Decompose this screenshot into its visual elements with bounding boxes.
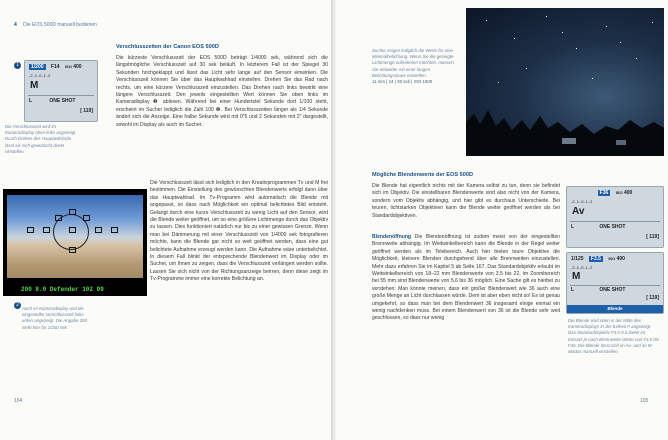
- star: [546, 16, 547, 17]
- page-number-right: 105: [640, 398, 649, 404]
- left-paragraph-1: Die kürzeste Verschlusszeit der EOS 500D beträgt 1/4000 sek, während sich die längstmögliche Verschlusszeit auf 30 sek beläuft. In letzterem Fall ist der Spiegel 30 Sekunden hochgeklappt und lässt das Licht sehr lange auf den Sensor einwirken. Die Verschlusszeit können Sie über das Hauptwahlrad einstellen. Drehen Sie das Rad nach rechts, um eine kürzere Verschlusszeit einzustellen. Das Drehen nach links bewirkt eine längere Verschlusszeit. Den jeweils eingestellten Wert können Sie oben links im Kameradisplay ❶ ablesen. Während bei einer Hundertstel Sekunde dort 1/100 steht, erscheint im Sucher lediglich die Zahl 100 ❷. Bei Verschlusszeiten länger als 1/4 Sekunde ändert sich die Anzeige. Eine halbe Sekunde wird mit 0"5 und 2 Sekunden mit 2" dargestellt, sowohl im Display als auch im Sucher.: [116, 55, 328, 128]
- left-text-1: [116, 55, 328, 129]
- left-paragraph-2: Die Verschlusszeit lässt sich lediglich in den Kreativprogrammen Tv und M frei bestimmen. Die Einstellung des gewünschten Blendenwerts erfolgt dann über das Hauptwahlrad. Im Tv-Programm wird automatisch die Blende mit angepasst, so dass nach Möglichkeit ein optimal belichtetes Bild entsteht. Gelangt durch eine kurze Verschlusszeit zu wenig Licht auf den Sensor, wird die Blende weiter geöffnet, um so eine größere Lichtmenge durch das Objektiv zu lassen. Dies funktioniert natürlich nur bis zu einer gewissen Grenze. Wenn man bei Dämmerung mit einer Verschlusszeit von 1/4000 sek fotografieren möchte, kann die Blende gar nicht so weit geöffnet werden, dass eine gut belichtete Aufnahme erzeugt werden kann. Die Aufnahme wäre unterbelichtet. In diesem Fall blinkt der entsprechende Blendenwert im Display oder im Sucher, um Ihnen zu zeigen, dass die Verschlusszeit verlängert werden sollte. Lassen Sie sich nicht von der Richtungsanzeige beirren, denn diese zeigt im Tv-Programme immer eine korrekte Belichtung an.: [150, 180, 328, 283]
- lcd-iso-label: ISO: [64, 64, 72, 69]
- photo-settings: 11 mm | 24 | 30 sek | ISO 1600: [372, 79, 433, 85]
- right-heading-block: [372, 172, 584, 179]
- lcd-m-scale: -2..1..0..1..2: [571, 265, 593, 270]
- lcd-mode: M: [30, 80, 39, 91]
- star: [498, 82, 499, 83]
- caption-lcd-text: Die Verschlusszeit wird im Kameradisplay oben links angezeigt. Durch Drehen des Hauptwahlrads lässt sie sich gewünscht direkt einstellen.: [5, 124, 77, 154]
- af-point: [69, 227, 76, 233]
- right-page: [336, 0, 668, 440]
- tree-silhouette: [466, 100, 664, 156]
- right-subheading: Blendenöffnung: [372, 234, 412, 240]
- lcd-av-af: ONE SHOT: [599, 224, 626, 230]
- lcd-av-iso-label: ISO: [615, 190, 623, 195]
- star: [652, 22, 653, 23]
- caption-viewfinder: [22, 306, 94, 331]
- lcd-af-mode: ONE SHOT: [49, 98, 76, 104]
- lcd-m-quality: L: [571, 287, 574, 293]
- left-heading-block: [116, 44, 328, 51]
- af-point: [55, 215, 62, 221]
- star: [606, 26, 607, 27]
- lcd-av-scale: -2..1..0..1..2: [571, 199, 593, 204]
- right-paragraph-1: Die Blende hat eigentlich nichts mit der Kamera selbst zu tun, denn sie befindet sich im Objektiv. Die einstellbaren Blendenwerte sind also nicht von der Kamera, sondern vom Objektiv abhängig, und hier gibt es durchaus Unterschiede. Bei teuren, lichtstarken Objektiven kann die Blende weiter geöffnet werden als bei Standardobjektiven.: [372, 183, 560, 219]
- camera-lcd-av: [566, 186, 664, 248]
- right-text-1: [372, 183, 560, 220]
- left-text-2: [150, 180, 328, 284]
- lcd-av-quality: L: [571, 224, 574, 230]
- night-sky-photo: [466, 8, 664, 156]
- lcd-exposure-scale: -2..1..0..1..2: [29, 73, 51, 78]
- page-number-left: 104: [14, 398, 23, 404]
- caption-aperture: [568, 318, 660, 355]
- lcd-shots: [ 119]: [80, 108, 93, 114]
- caption-viewfinder-text: Auch im Kameradisplay und die eingestellte Verschlusszeit links unten angezeigt. Die Angabe 200 steht hier für 1/200 sek.: [22, 306, 88, 330]
- lcd-m-aperture: F3.5: [590, 256, 601, 262]
- star: [514, 38, 515, 39]
- lcd-av-mode: Av: [572, 206, 585, 217]
- lcd-quality: L: [29, 98, 32, 104]
- running-header: [14, 22, 97, 28]
- caption-lcd: [5, 124, 77, 155]
- af-point: [69, 247, 76, 253]
- star: [576, 48, 577, 49]
- marker-1: 1: [14, 62, 21, 69]
- viewfinder-photo: [3, 189, 147, 296]
- lcd-av-divider: [570, 221, 660, 222]
- right-text-2: [372, 234, 560, 323]
- af-point: [69, 209, 76, 215]
- star: [526, 68, 527, 69]
- right-paragraph-2: Die Blendenöffnung ist zudem meist von der eingestellten Brennweite abhängig. Im Weitwinkelbereich kann die Blende in der Regel weiter geöffnet werden als im Telebereich. Auch hier bieten teure Objektive die Möglichkeit, kleinere Blenden durchgehend über alle Brennweiten einzustellen. Mehr dazu erfahren Sie im Kapitel 5 ab Seite 167. Das Standardobjektiv erlaubt im Weitwinkelbereich von 18–22 mm Blendenwerte von 3.5 bis 22, im Zoombereich bei 55 mm sind Blendenwerte von 5.6 bis 36 möglich. Eine Sache gilt es hierbei zu verstehen: Man könnte meinen, dass ein großer Blendenwert wie 36 auch eine große Menge an Licht durchlassen würde. Dem ist aber eben nicht so! Es ist genau umgekehrt, so dass man bei dem Blendenwert 36 insgesamt einige einmal ein wenig nachdenken muss. Bei einem Blendenwert von 36 ist die Blende sehr weit geschlossen, so dass nur wenig: [372, 234, 561, 322]
- marker-2: 2: [14, 302, 21, 309]
- chapter-number: 4: [14, 22, 17, 28]
- af-point: [43, 227, 50, 233]
- lcd-av-iso: 400: [623, 190, 633, 196]
- lcd-aperture-value: F14: [50, 64, 60, 70]
- camera-lcd-shutter: [24, 60, 98, 122]
- chapter-title: Die EOS 500D manuell bedienen: [23, 22, 97, 28]
- lcd-av-shots: [ 119]: [646, 234, 659, 240]
- af-point: [111, 227, 118, 233]
- right-heading: Mögliche Blendenwerte der EOS 500D: [372, 172, 474, 178]
- lcd-av-aperture: F36: [599, 190, 609, 196]
- viewfinder-readout: 200 8.0 Defender 102 99: [3, 284, 147, 296]
- lcd-divider: [28, 95, 94, 96]
- star: [592, 78, 593, 79]
- left-page: [0, 0, 331, 440]
- photo-caption-text: Sucher zeigen lediglich die Werte für eine Minimalbelichtung. Wenn Sie die gezeigte Lichtmenge aufnehmen möchten, müssen Sie entweder mit einer langen Belichtungsdauer einstellen.: [372, 48, 454, 78]
- star: [620, 42, 621, 43]
- lcd-m-shutter: 1/125: [571, 256, 584, 262]
- lcd-m-mode: M: [572, 271, 581, 282]
- star: [486, 20, 487, 21]
- lcd-shutter-value: 1/200: [31, 64, 44, 70]
- lcd-m-divider: [570, 285, 660, 286]
- af-point: [83, 215, 90, 221]
- af-point: [95, 227, 102, 233]
- lcd-m-af: ONE SHOT: [599, 287, 626, 293]
- lcd-m-iso-label: ISO: [608, 256, 616, 261]
- caption-aperture-text: Die Blende wird oben in der Mitte des Kameradisplays in der Einheit F angezeigt. Das Standardobjektiv F3.5-5.6 bietet im Einsatz je nach Brennweite Werte von F3.5 bis F36. Die Blende lässt sich im Av- und im M-Modus manuell einstellen.: [568, 318, 659, 355]
- af-point: [27, 227, 34, 233]
- lcd-m-shots: [ 119]: [646, 295, 659, 301]
- star: [562, 32, 563, 33]
- left-heading: Verschlusszeiten der Canon EOS 500D: [116, 44, 219, 50]
- photo-caption: [372, 48, 458, 85]
- lcd-iso-value: 400: [73, 64, 82, 70]
- camera-lcd-m: [566, 252, 664, 314]
- lcd-m-iso: 400: [616, 256, 625, 262]
- lcd-m-bar: Blende: [567, 305, 663, 313]
- star: [636, 58, 637, 59]
